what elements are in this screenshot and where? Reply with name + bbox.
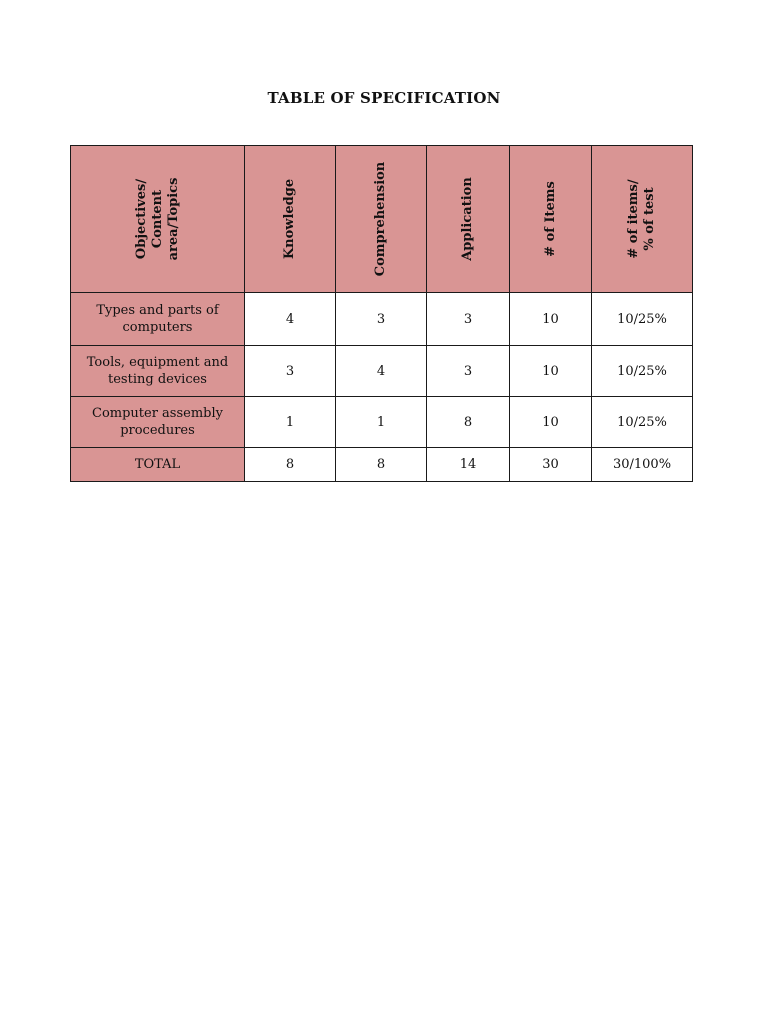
total-label: TOTAL	[71, 448, 245, 482]
header-topics-line-2: Content	[149, 189, 165, 249]
topic-cell	[71, 293, 245, 346]
knowledge-cell: 4	[245, 293, 336, 346]
specification-table	[70, 145, 693, 482]
topic-line: testing devices	[108, 372, 207, 387]
page-title: TABLE OF SPECIFICATION	[267, 89, 501, 107]
percent-cell: 10/25%	[592, 397, 693, 448]
table-row	[71, 293, 693, 346]
header-percent-line-2: % of test	[642, 187, 657, 251]
comprehension-cell: 4	[336, 346, 427, 397]
topic-line: Types and parts of	[96, 303, 219, 318]
topic-line: procedures	[120, 423, 195, 438]
topic-line: Computer assembly	[92, 406, 223, 421]
application-cell: 3	[427, 346, 510, 397]
header-knowledge	[245, 146, 336, 293]
header-comprehension	[336, 146, 427, 293]
header-topics-line-1: Objectives/	[133, 178, 149, 260]
total-knowledge: 8	[245, 448, 336, 482]
header-knowledge-label: Knowledge	[282, 178, 297, 260]
comprehension-cell: 3	[336, 293, 427, 346]
topic-line: Tools, equipment and	[86, 355, 229, 370]
items-cell: 10	[510, 293, 592, 346]
items-cell: 10	[510, 397, 592, 448]
header-topics-line-3: area/Topics	[165, 177, 181, 261]
percent-cell: 10/25%	[592, 346, 693, 397]
total-application: 14	[427, 448, 510, 482]
application-cell: 3	[427, 293, 510, 346]
header-items-label: # of Items	[542, 181, 558, 257]
table-row	[71, 397, 693, 448]
knowledge-cell: 3	[245, 346, 336, 397]
header-topics	[71, 146, 245, 293]
total-comprehension: 8	[336, 448, 427, 482]
items-cell: 10	[510, 346, 592, 397]
comprehension-cell: 1	[336, 397, 427, 448]
percent-cell: 10/25%	[592, 293, 693, 346]
topic-line: computers	[122, 320, 193, 335]
header-row	[71, 146, 693, 293]
header-application	[427, 146, 510, 293]
topic-cell	[71, 346, 245, 397]
header-items	[510, 146, 592, 293]
total-items: 30	[510, 448, 592, 482]
header-comprehension-label: Comprehension	[373, 161, 388, 277]
knowledge-cell: 1	[245, 397, 336, 448]
application-cell: 8	[427, 397, 510, 448]
header-application-label: Application	[460, 177, 475, 261]
table-row	[71, 346, 693, 397]
total-percent: 30/100%	[592, 448, 693, 482]
header-percent	[592, 146, 693, 293]
header-percent-line-1: # of items/	[626, 179, 641, 259]
total-row	[71, 448, 693, 482]
topic-cell	[71, 397, 245, 448]
